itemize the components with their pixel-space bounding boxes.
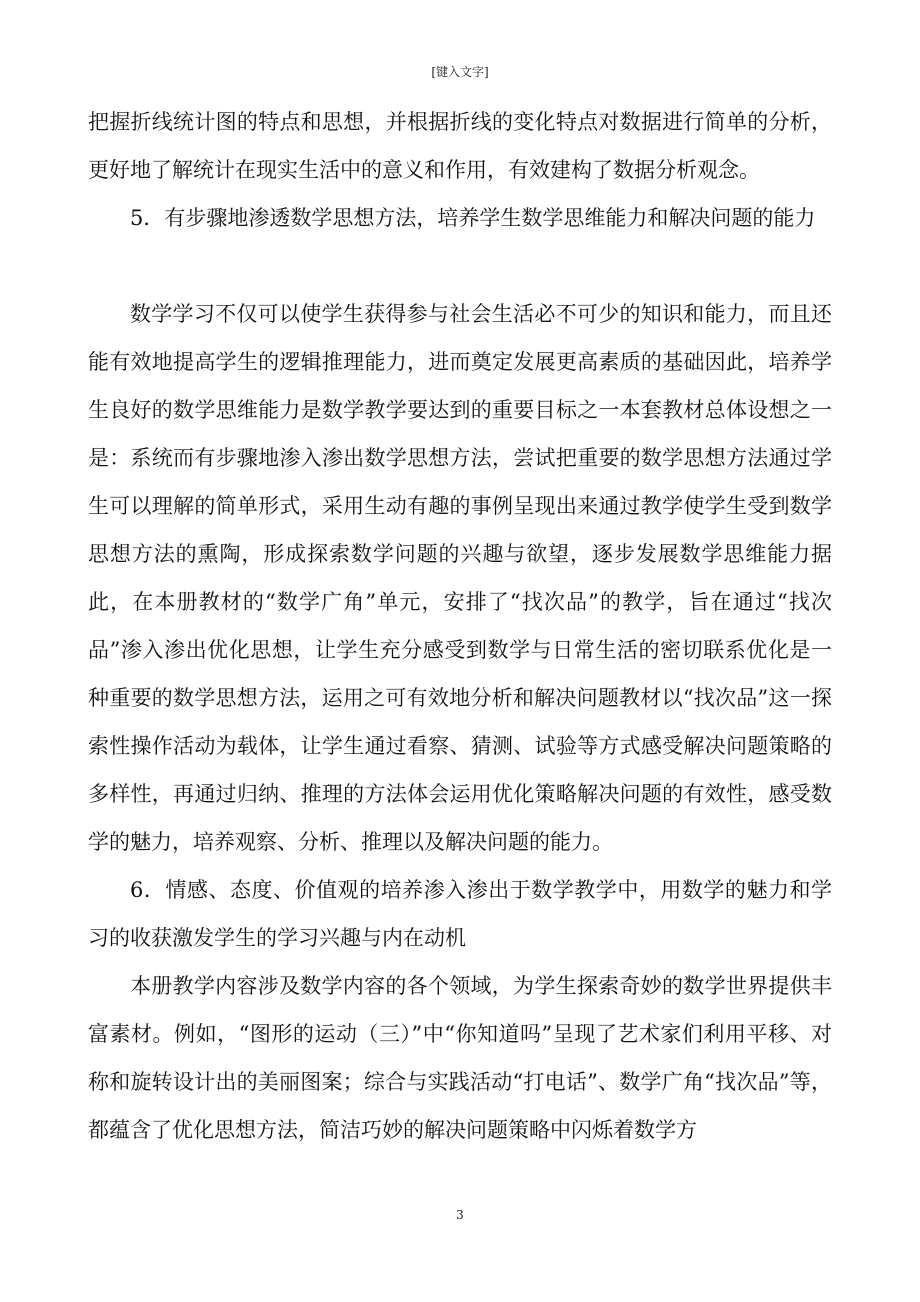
paragraph-continuation: 把握折线统计图的特点和思想，并根据折线的变化特点对数据进行简单的分析，更好地了解统计在现实生活中的意义和作用，有效建构了数据分析观念。 xyxy=(88,110,832,182)
document-body xyxy=(88,98,832,1154)
paragraph-math-thinking: 数学学习不仅可以使学生获得参与社会生活必不可少的知识和能力，而且还能有效地提高学生的逻辑推理能力，进而奠定发展更高素质的基础因此，培养学生良好的数学思维能力是数学教学要达到的重要目标之一本套教材总体设想之一是：系统而有步骤地渗入渗出数学思想方法，尝试把重要的数学思想方法通过学生可以理解的简单形式，采用生动有趣的事例呈现出来通过教学使学生受到数学思想方法的熏陶，形成探索数学问题的兴趣与欲望，逐步发展数学思维能力据此，在本册教材的“数学广角”单元，安排了“找次品”的教学，旨在通过“找次品”渗入渗出优化思想，让学生充分感受到数学与日常生活的密切联系优化是一种重要的数学思想方法，运用之可有效地分析和解决问题教材以“找次品”这一探索性操作活动为载体，让学生通过看察、猜测、试验等方式感受解决问题策略的多样性，再通过归纳、推理的方法体会运用优化策略解决问题的有效性，感受数学的魅力，培养观察、分析、推理以及解决问题的能力。 xyxy=(88,302,832,854)
page-header: [键入文字] xyxy=(431,65,489,79)
section-heading-6: 6．情感、态度、价值观的培养渗入渗出于数学教学中，用数学的魅力和学习的收获激发学生的学习兴趣与内在动机 xyxy=(88,878,832,950)
section-heading-5: 5．有步骤地渗透数学思想方法，培养学生数学思维能力和解决问题的能力 xyxy=(130,206,816,230)
page-number: 3 xyxy=(456,1208,464,1222)
paragraph-teaching-content: 本册教学内容涉及数学内容的各个领域，为学生探索奇妙的数学世界提供丰富素材。例如，“图形的运动（三）”中“你知道吗”呈现了艺术家们利用平移、对称和旋转设计出的美丽图案；综合与实践活动“打电话”、数学广角“找次品”等，都蕴含了优化思想方法，简洁巧妙的解决问题策略中闪烁着数学方 xyxy=(88,974,832,1142)
